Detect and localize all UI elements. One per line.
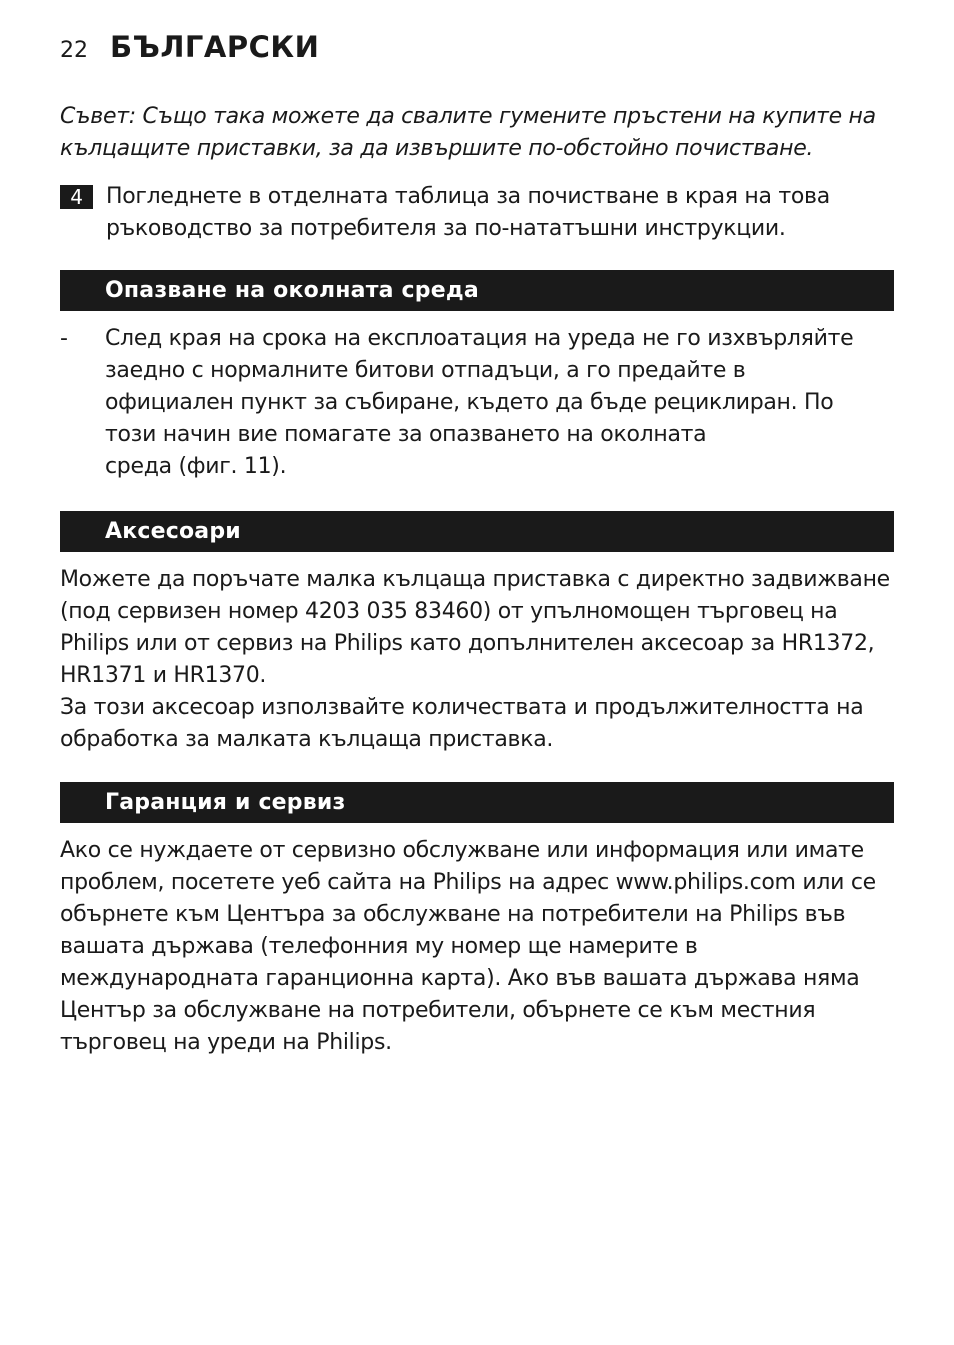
philips-website-link[interactable]: www.philips.com xyxy=(615,870,796,895)
environment-line: официален пункт за събиране, където да бъде рециклиран. По xyxy=(105,390,834,415)
environment-line: този начин вие помагате за опазването на околната xyxy=(105,422,707,447)
step-number-badge: 4 xyxy=(60,185,93,209)
page-number: 22 xyxy=(60,38,88,63)
manual-page xyxy=(60,30,894,1059)
step-4 xyxy=(60,181,894,245)
section-heading-environment: Опазване на околната среда xyxy=(60,270,894,311)
accessories-paragraph: За този аксесоар използвайте количествата и продължителността на обработка за малката кълцаща приставка. xyxy=(60,695,864,752)
section-heading-accessories: Аксесоари xyxy=(60,511,894,552)
environment-line: След края на срока на експлоатация на уреда не го изхвърляйте xyxy=(105,326,854,351)
accessories-paragraph: Можете да поръчате малка кълцаща приставка с директно задвижване (под сервизен номер 4203 035 83460) от упълномощен търговец на Philips или от сервиз на Philips като допълнителен аксесоар за HR1372, HR1371 и HR1370. xyxy=(60,567,890,688)
environment-line: заедно с нормалните битови отпадъци, а го предайте в xyxy=(105,358,746,383)
guarantee-paragraph xyxy=(60,835,894,1059)
bullet-marker: - xyxy=(60,326,68,351)
environment-line: среда (фиг. 11). xyxy=(105,454,287,479)
environment-text xyxy=(105,323,853,483)
language-title: БЪЛГАРСКИ xyxy=(110,30,320,64)
section-heading-guarantee: Гаранция и сервиз xyxy=(60,782,894,823)
guarantee-text: Ако се нуждаете от сервизно обслужване или информация или имате проблем, посетете уеб сайта на Philips на адрес xyxy=(60,838,864,895)
step-text: Погледнете в отделната таблица за почистване в края на това ръководство за потребителя за по-нататъшни инструкции. xyxy=(106,184,830,241)
tip-text: Съвет: Също така можете да свалите гумените пръстени на купите на кълцащите приставки, за да извършите по-обстойно почистване. xyxy=(60,104,876,161)
environment-bullet xyxy=(60,323,894,483)
guarantee-text: или се обърнете към Центъра за обслужване на потребители на Philips във вашата държава (телефонния му номер ще намерите в международната гаранционна карта). Ако във вашата държава няма Център за обслужване на потребители, обърнете се към местния търговец на уреди на Philips. xyxy=(60,870,876,1055)
page-header xyxy=(60,30,894,76)
